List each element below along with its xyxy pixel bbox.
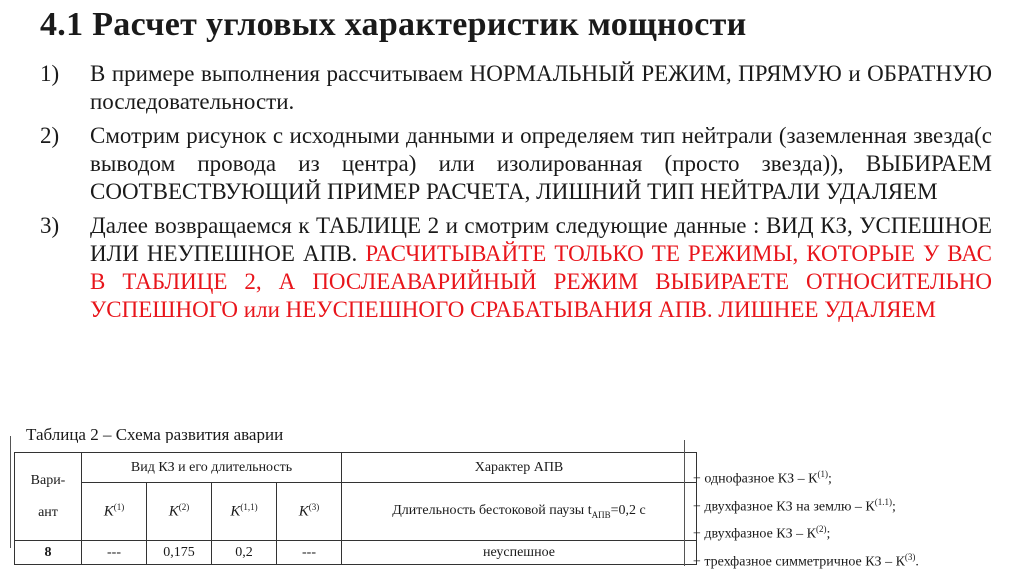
list-item [40, 122, 992, 206]
list-item [40, 212, 992, 324]
cell-k1: --- [82, 541, 147, 565]
table-caption: Таблица 2 – Схема развития аварии [26, 425, 284, 443]
header-variant: Вари- ант [15, 453, 82, 541]
legend-item: − двухфазное КЗ на землю – $К^{(1.1)}$; [693, 496, 896, 515]
slide-title: 4.1 Расчет угловых характеристик мощности [40, 6, 747, 43]
header-k2: $K^{(2)}$ [147, 483, 212, 541]
item-highlight-text: РАСЧИТЫВАЙТЕ ТОЛЬКО ТЕ РЕЖИМЫ, КОТОРЫЕ У ВАС В ТАБЛИЦЕ 2, А ПОСЛЕАВАРИЙНЫЙ РЕЖИМ ВЫБИРАЕТЕ ОТНОСИТЕЛЬНО УСПЕШНОГО или НЕУСПЕШНОГО СРАБАТЫВАНИЯ АПВ. ЛИШНЕЕ УДАЛЯЕМ [90, 241, 992, 322]
header-kz-type: Вид КЗ и его длительность [82, 453, 342, 483]
cell-k11: 0,2 [212, 541, 277, 565]
cell-apv: неуспешное [342, 541, 697, 565]
header-k3: $K^{(3)}$ [277, 483, 342, 541]
item-number: 1) [40, 61, 60, 86]
cell-k3: --- [277, 541, 342, 565]
divider [10, 436, 11, 548]
instruction-list [40, 60, 992, 330]
list-item [40, 60, 992, 116]
cell-variant: 8 [15, 541, 82, 565]
header-k1: $K^{(1)}$ [82, 483, 147, 541]
cell-k2: 0,175 [147, 541, 212, 565]
item-text: В примере выполнения рассчитываем НОРМАЛЬНЫЙ РЕЖИМ, ПРЯМУЮ и ОБРАТНУЮ последовательности. [90, 61, 992, 114]
legend-item: − двухфазное КЗ – $К^{(2)}$; [693, 524, 831, 542]
item-text: Смотрим рисунок с исходными данными и определяем тип нейтрали (заземленная звезда(с выводом провода из центра) или изолированная (просто звезда)), ВЫБИРАЕМ СООТВЕСТВУЮЩИЙ ПРИМЕР РАСЧЕТА, ЛИШНИЙ ТИП НЕЙТРАЛИ УДАЛЯЕМ [90, 123, 992, 204]
item-number: 2) [40, 123, 60, 148]
accident-scheme-table [14, 452, 697, 565]
header-pause: Длительность бестоковой паузы $t_{АПВ}=0,2$ с [342, 483, 697, 541]
table-row [15, 541, 697, 565]
divider [684, 440, 685, 566]
header-k11: K$^{(1,1)}$ [212, 483, 277, 541]
legend-item: − однофазное КЗ – $К^{(1)}$; [693, 469, 832, 487]
header-apv: Характер АПВ [342, 453, 697, 483]
item-text: Далее возвращаемся к ТАБЛИЦЕ 2 и смотрим следующие данные : ВИД КЗ, УСПЕШНОЕ ИЛИ НЕУПЕШНОЕ АПВ. [90, 213, 992, 266]
legend-item: − трехфазное симметричное КЗ – $К^{(3)}$. [693, 551, 919, 570]
item-number: 3) [40, 213, 60, 238]
kz-legend [693, 463, 919, 574]
